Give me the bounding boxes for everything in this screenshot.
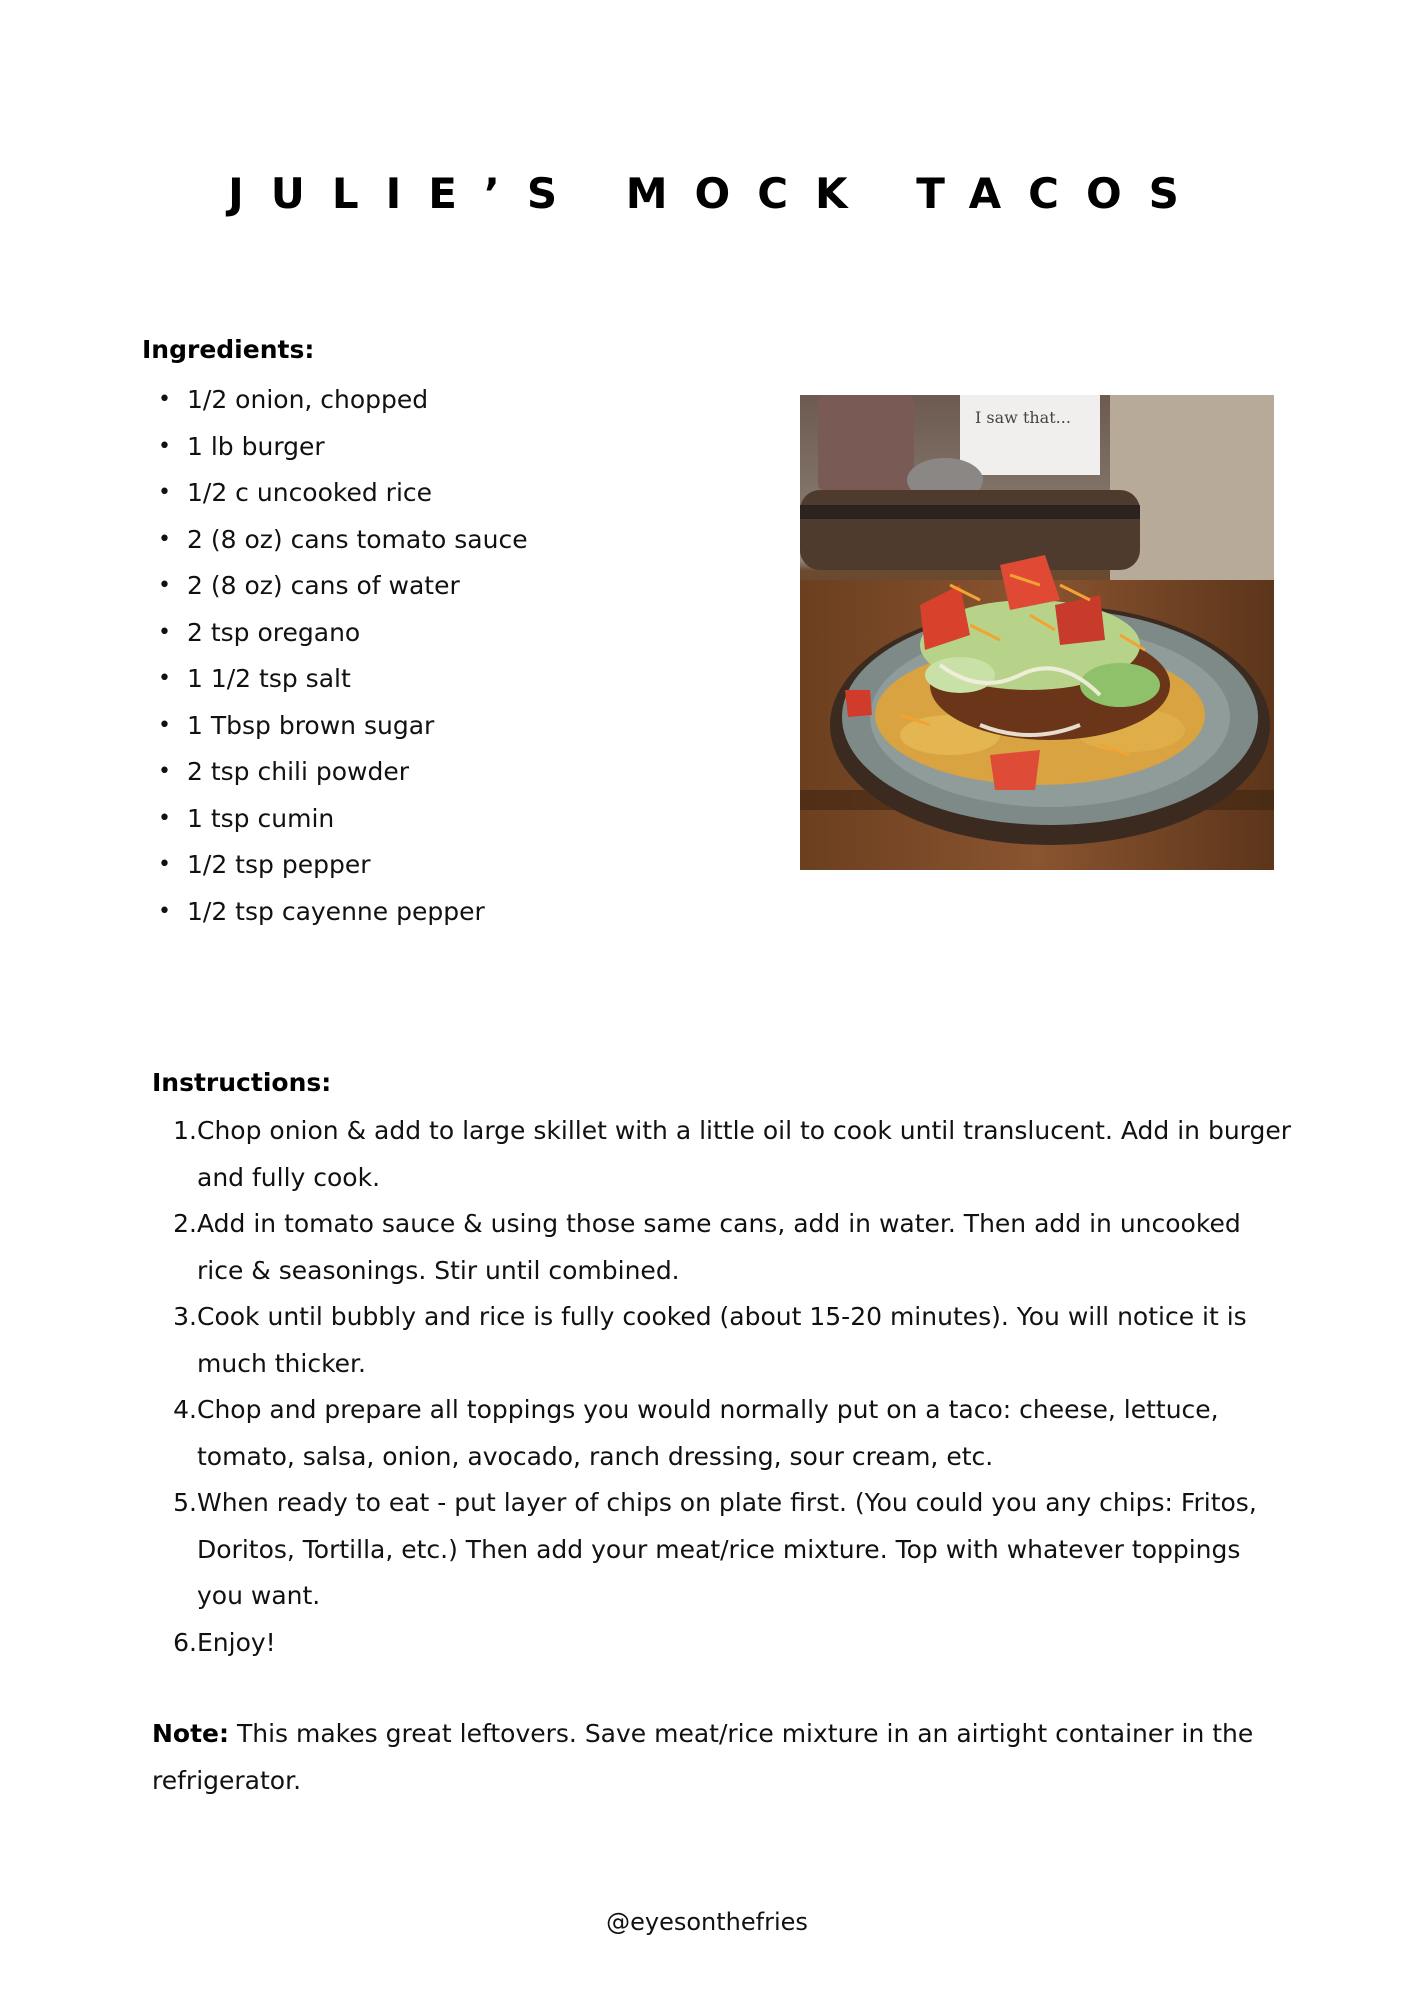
bullet-icon: • xyxy=(158,852,171,877)
ingredient-item: • 2 tsp oregano xyxy=(142,610,528,657)
ingredient-item: • 1 1/2 tsp salt xyxy=(142,656,528,703)
instruction-step xyxy=(152,1387,1292,1480)
step-number: 5. xyxy=(173,1488,197,1517)
recipe-title: JULIE’S MOCK TACOS xyxy=(228,169,1206,218)
ingredient-item: • 1/2 tsp pepper xyxy=(142,842,528,889)
instruction-step xyxy=(152,1108,1292,1201)
bullet-icon: • xyxy=(158,619,171,645)
bullet-icon: • xyxy=(158,480,171,505)
step-number: 4. xyxy=(173,1395,197,1424)
step-text: When ready to eat - put layer of chips on plate first. (You could you any chips: Fritos, Doritos, Tortilla, etc.) Then add your meat/rice mixture. Top with whatever toppings you want. xyxy=(197,1488,1257,1610)
ingredient-item: • 1 tsp cumin xyxy=(142,796,528,843)
bullet-icon: • xyxy=(158,526,171,552)
ingredient-item: • 1/2 onion, chopped xyxy=(142,377,528,424)
ingredient-item: • 2 (8 oz) cans tomato sauce xyxy=(142,517,528,564)
sign-text: I saw that... xyxy=(975,408,1071,427)
bullet-icon: • xyxy=(158,759,171,784)
step-number: 6. xyxy=(173,1627,197,1657)
ingredient-item: • 1/2 c uncooked rice xyxy=(142,470,528,517)
step-text: Add in tomato sauce & using those same cans, add in water. Then add in uncooked rice & seasonings. Stir until combined. xyxy=(197,1209,1241,1285)
bullet-icon: • xyxy=(158,666,171,691)
instruction-step xyxy=(152,1620,1292,1667)
step-text: Cook until bubbly and rice is fully cooked (about 15-20 minutes). You will notice it is much thicker. xyxy=(197,1302,1247,1378)
note-paragraph xyxy=(152,1711,1292,1804)
bullet-icon: • xyxy=(158,805,171,831)
social-handle: @eyesonthefries xyxy=(606,1908,808,1936)
ingredient-item: • 1 lb burger xyxy=(142,424,528,471)
ingredient-item: • 2 tsp chili powder xyxy=(142,749,528,796)
bullet-icon: • xyxy=(158,433,171,459)
bullet-icon: • xyxy=(158,387,171,412)
step-text: Chop and prepare all toppings you would normally put on a taco: cheese, lettuce, tomato, salsa, onion, avocado, ranch dressing, sour cream, etc. xyxy=(197,1395,1219,1471)
step-text: Chop onion & add to large skillet with a little oil to cook until translucent. Add in burger and fully cook. xyxy=(197,1116,1292,1192)
ingredients-heading: Ingredients: xyxy=(142,335,315,364)
tacos-photo xyxy=(800,395,1274,870)
step-number: 2. xyxy=(173,1209,197,1238)
note-label: Note: xyxy=(152,1719,230,1748)
bullet-icon: • xyxy=(158,898,171,924)
ingredients-list xyxy=(142,377,528,935)
instructions-heading: Instructions: xyxy=(152,1068,332,1097)
step-text: Enjoy! xyxy=(197,1627,276,1657)
instruction-step xyxy=(152,1201,1292,1294)
step-number: 3. xyxy=(173,1302,197,1331)
instruction-step xyxy=(152,1480,1292,1620)
ingredient-item: • 1/2 tsp cayenne pepper xyxy=(142,889,528,936)
instruction-step xyxy=(152,1294,1292,1387)
bullet-icon: • xyxy=(158,712,171,738)
step-number: 1. xyxy=(173,1116,197,1145)
instructions-list xyxy=(152,1108,1292,1666)
bullet-icon: • xyxy=(158,573,171,598)
ingredient-item: • 1 Tbsp brown sugar xyxy=(142,703,528,750)
note-text: This makes great leftovers. Save meat/rice mixture in an airtight container in the refrigerator. xyxy=(152,1719,1254,1795)
ingredient-item: • 2 (8 oz) cans of water xyxy=(142,563,528,610)
